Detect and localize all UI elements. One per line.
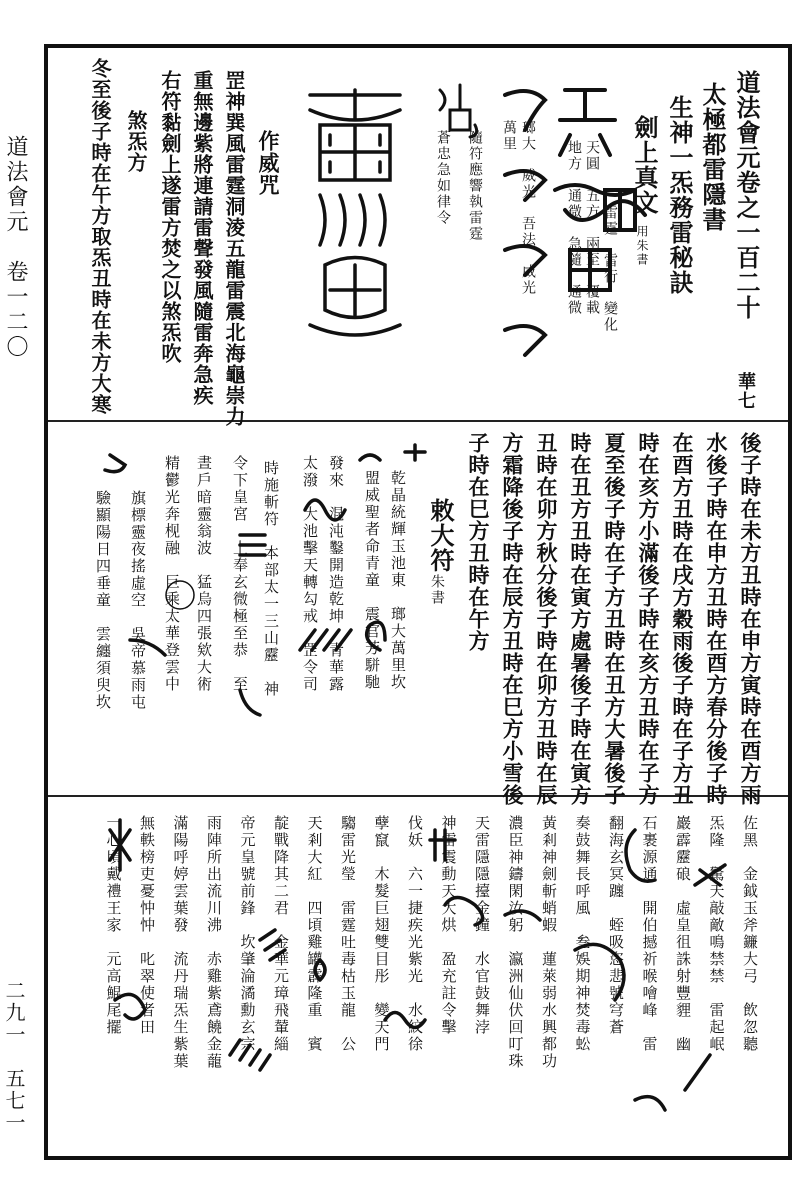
invocation-line: 重無邊紫將連請雷聲發風隨雷奔急疾 <box>190 70 214 406</box>
annotation-small: 天圓 五方 兩至 覆載 <box>584 140 600 316</box>
verse-column: 騶雷光瑩 雷霆吐毒枯玉龍 公 <box>339 815 357 1053</box>
bottom-talisman-marks <box>90 810 770 1170</box>
talisman-note: 朱書 <box>429 574 445 606</box>
volume-title: 道法會元卷之一百二十 <box>732 70 761 320</box>
margin-label-right: 二九一 五七一 <box>2 980 26 1134</box>
annotation-small: 雷霆 雷行 變化 <box>602 205 618 333</box>
talisman-stroke-marks <box>90 440 430 780</box>
talisman-seal-glyph <box>545 80 745 380</box>
verse-column: 巖霹靂硠 虛皇徂誅射豐貍 幽 <box>674 815 692 1053</box>
verse-column: 天雷隱隱擡金鐘 水官鼓舞浡 <box>473 815 491 1036</box>
timing-column: 時在丑方丑時在寅方處暑後子時在寅方 <box>568 432 593 806</box>
verse-column: 無軼榜吏憂忡忡 叱翠使者田 <box>138 815 156 1036</box>
incantation-line: 太潑 大池擊天轉勾戒 罡令司 <box>301 455 319 693</box>
timing-column: 方霜降後子時在辰方丑時在巳方小雪後 <box>500 432 525 806</box>
small-seal-character <box>430 80 490 140</box>
annotation-small: 萬里 <box>501 120 517 152</box>
margin-label-left: 道法會元 卷一二〇 <box>3 135 28 360</box>
verse-column: 孽竄 木髮巨翅雙目彤 變天門 <box>372 815 391 1053</box>
section-divider-1 <box>48 420 788 422</box>
verse-column: 雨陣所出流川沸 赤雞紫鳶饒金蘢 <box>205 815 223 1070</box>
verse-column: 靛戰降其二君 金華元璋飛輦緇 <box>272 815 290 1053</box>
verse-column: 翻海玄冥躔 蛭吸恣悲號穹蒼 <box>607 815 625 1036</box>
timing-column: 丑時在卯方秋分後子時在卯方丑時在辰 <box>534 432 559 806</box>
text-column: 太極都雷隱書 <box>698 82 727 232</box>
verse-column: 神雷震動天大烘 盈充註令擊 <box>439 815 458 1036</box>
annotation-small: 蒼忠急如律令 <box>435 130 451 226</box>
annotation-small: 地方 通微 急隨 通微 <box>566 140 582 316</box>
annotation-small: 用朱書 <box>635 225 649 267</box>
verse-column: 奏鼓舞長呼風 叁娛期神焚毒蚣 <box>573 815 592 1053</box>
verse-column: 滿陽呼婷雲葉發 流丹瑞炁生紫葉 <box>171 815 190 1070</box>
timing-column: 夏至後子時在子方丑時在丑方大暑後子 <box>602 432 627 806</box>
invocation-title: 作威咒 <box>256 130 281 196</box>
invocation-line: 右符黏劍上遂雷方焚之以煞炁吹 <box>158 70 182 364</box>
large-seal-character <box>300 85 410 345</box>
verse-column: 佐黑 金鉞玉斧鐮大弓 飲忽聽 <box>741 815 759 1053</box>
incantation-line: 精鬱光奔枧融 巨乘太華登雲中 <box>163 455 181 693</box>
verse-column: 黃剎神劍斬蛸蝦 蓮萊弱水興都功 <box>540 815 558 1070</box>
incantation-line: 旗標靈夜搖虛空 吳帝慕雨屯 <box>129 490 147 711</box>
timing-column: 後子時在未方丑時在申方寅時在酉方雨 <box>738 432 763 806</box>
text-column: 生神一炁務雷秘訣 <box>665 95 694 295</box>
seal-stamp-circle <box>166 581 194 609</box>
verse-column: 伐妖 六一捷疾光紫光 水紋徐 <box>406 815 424 1053</box>
verse-column: 天剎大紅 四頃雞罐霹隆重 賓 <box>305 815 324 1053</box>
annotation-small: 隨符應響執雷霆 <box>467 130 483 242</box>
incantation-line: 令下皇宮 上奉玄微極至恭 至 <box>231 455 249 693</box>
incantation-line: 盟威聖者命青童 震官芳駢馳 <box>363 470 381 691</box>
incantation-line: 發來 混沌鑿開造乾坤 青華露 <box>327 455 345 693</box>
verse-column: 石裹源通 開伯撼祈喉噲峰 雷 <box>640 815 659 1053</box>
incantation-line: 時施斬符 本部太一三山靂 神 <box>262 460 280 698</box>
timing-column: 子時在巳方丑時在午方 <box>466 432 491 652</box>
verse-column: 帝元皇號前鋒 坎肇淪潏勳玄宗 <box>238 815 257 1053</box>
verse-column: 炁隆 驚天敲敵鳴禁禁 雷起岷 <box>707 815 726 1053</box>
invocation-line: 冬至後子時在午方取炁丑時在未方大寒 <box>88 58 112 415</box>
folio-mark: 華七 <box>735 372 756 410</box>
timing-column: 水後子時在申方丑時在酉方春分後子時 <box>704 432 729 806</box>
timing-column: 時在亥方小滿後子時在亥方丑時在子方 <box>636 432 661 806</box>
incantation-line: 驗顯陽日四垂童 雲纏須臾坎 <box>94 490 112 711</box>
verse-column: 一心頃戴禮王家 元高鯤尾擺 <box>104 815 123 1036</box>
annotation-small: 瑯大 威光 吾法 威光 <box>520 120 536 296</box>
talisman-seal-glyph <box>490 80 560 360</box>
text-column: 劍上真文 <box>630 115 659 215</box>
timing-column: 在酉方丑時在戌方穀雨後子時在子方丑 <box>670 432 695 806</box>
talisman-title: 敕大符 <box>426 498 455 573</box>
incantation-line: 晝戶暗靈翁波 猛烏四張欸大術 <box>195 455 213 693</box>
incantation-line: 乾晶統輝玉池東 瑯大萬里坎 <box>389 470 407 691</box>
verse-column: 濃臣神鑄閑汝躬 瀛洲仙伏回叮珠 <box>506 815 525 1070</box>
invocation-line: 煞炁方 <box>124 110 148 173</box>
invocation-line: 罡神巽風雷霆洞淩五龍雷震北海龜崇力 <box>222 70 246 427</box>
